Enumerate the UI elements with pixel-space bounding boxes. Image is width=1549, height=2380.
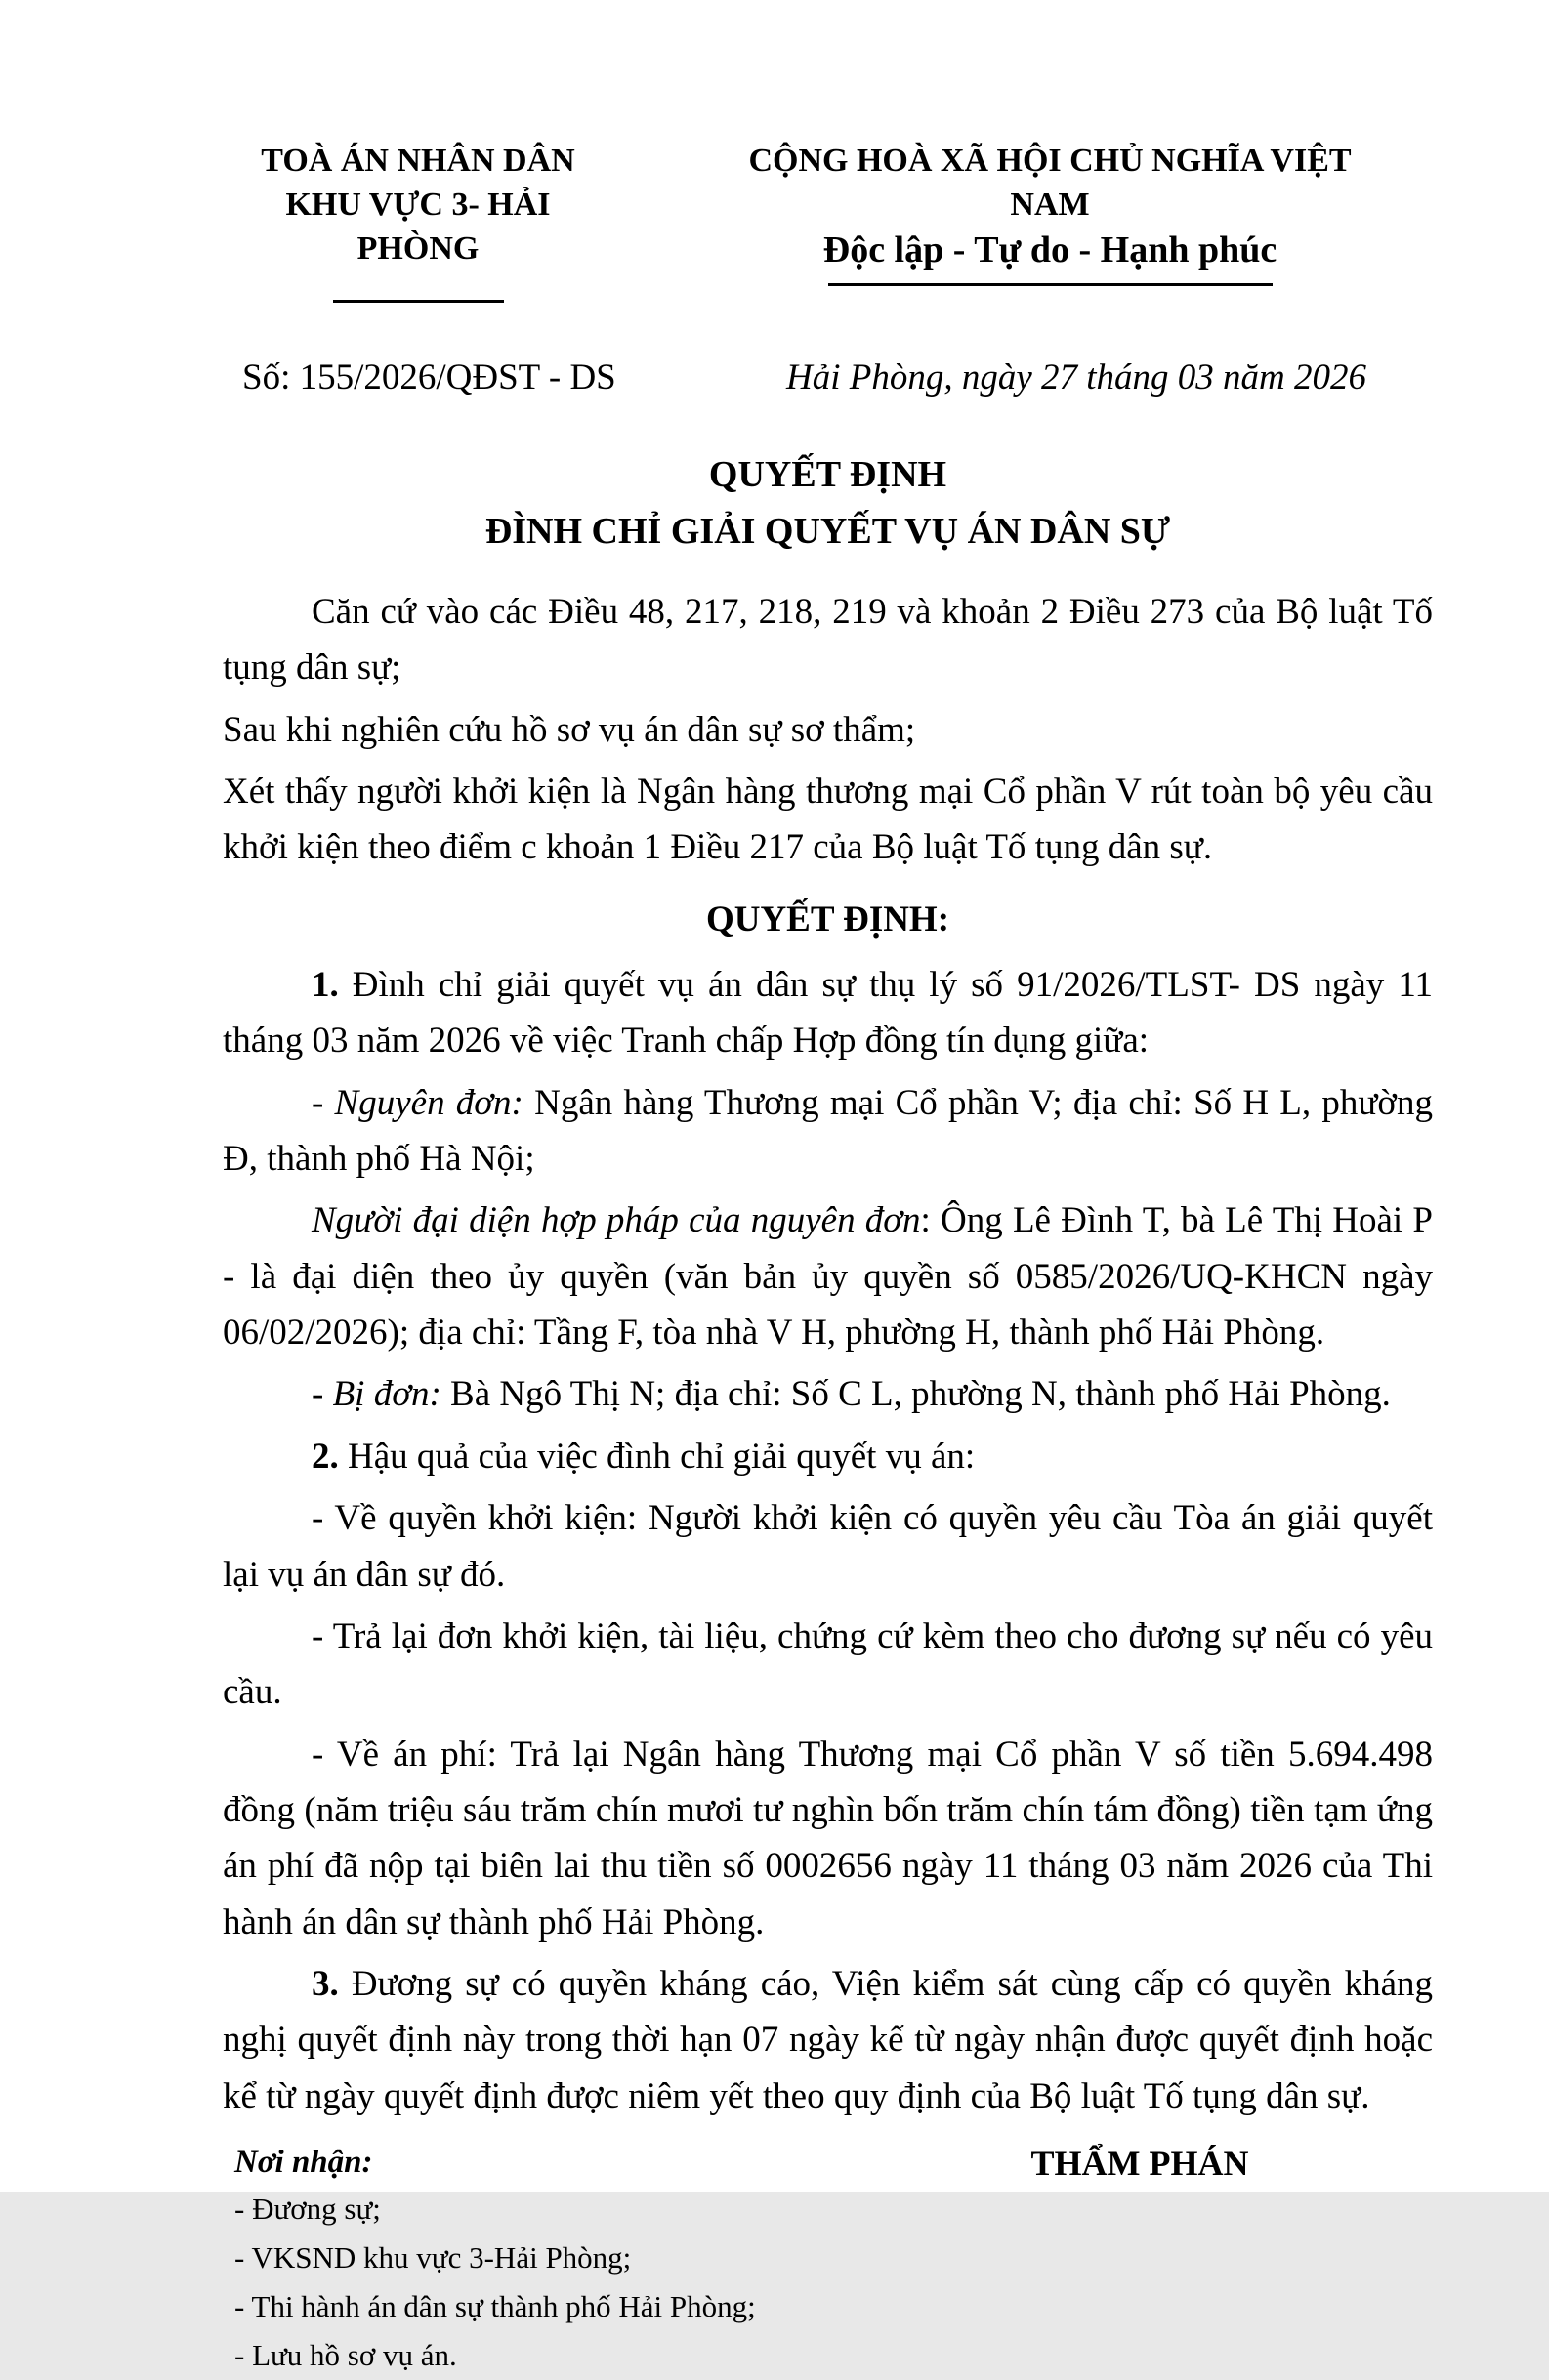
document-number: Số: 155/2026/QĐST - DS bbox=[242, 357, 616, 397]
text-segment: - Về quyền khởi kiện: Người khởi kiện có quyền yêu cầu Tòa án giải quyết lại vụ án dân sự đó. bbox=[223, 1498, 1433, 1595]
text-segment: : Ông Lê Đình T, bà Lê Thị Hoài P - là đại diện theo ủy quyền (văn bản ủy quyền số 0585/2026/UQ-KHCN ngày 06/02/2026); địa chỉ: Tầng F, tòa nhà V H, phường H, thành phố Hải Phòng. bbox=[223, 1200, 1433, 1354]
text-segment: QUYẾT ĐỊNH: bbox=[705, 898, 950, 939]
recipient-item: - VKSND khu vực 3-Hải Phòng; bbox=[234, 2239, 632, 2275]
paragraph bbox=[223, 957, 1433, 1069]
text-segment: Nguyên đơn: bbox=[334, 1082, 523, 1123]
text-segment: - Về án phí: Trả lại Ngân hàng Thương mại Cổ phần V số tiền 5.694.498 đồng (năm triệu sáu trăm chín mươi tư nghìn bốn trăm chín tám đồng) tiền tạm ứng án phí đã nộp tại biên lai thu tiền số 0002656 ngày 11 tháng 03 năm 2026 của Thi hành án dân sự thành phố Hải Phòng. bbox=[223, 1733, 1433, 1942]
paragraph bbox=[223, 1956, 1433, 2124]
text-segment: Người đại diện hợp pháp của nguyên đơn bbox=[312, 1200, 921, 1241]
text-segment: Sau khi nghiên cứu hồ sơ vụ án dân sự sơ thẩm; bbox=[223, 709, 916, 750]
document-title bbox=[223, 449, 1433, 557]
authority-line-2: KHU VỰC 3- HẢI PHÒNG bbox=[285, 187, 551, 267]
paragraph bbox=[223, 1429, 1433, 1484]
place-and-date: Hải Phòng, ngày 27 tháng 03 năm 2026 bbox=[785, 357, 1366, 397]
paragraph bbox=[223, 1192, 1433, 1360]
text-segment: Căn cứ vào các Điều 48, 217, 218, 219 và khoản 2 Điều 273 của Bộ luật Tố tụng dân sự; bbox=[223, 592, 1433, 689]
title-line-2: ĐÌNH CHỈ GIẢI QUYẾT VỤ ÁN DÂN SỰ bbox=[484, 511, 1171, 552]
text-segment: Hậu quả của việc đình chỉ giải quyết vụ án: bbox=[338, 1436, 976, 1477]
text-segment: - bbox=[312, 1374, 333, 1415]
authority-line-1: TOÀ ÁN NHÂN DÂN bbox=[261, 143, 575, 179]
signer-title: THẨM PHÁN bbox=[1030, 2143, 1249, 2183]
document-footer bbox=[223, 2140, 1433, 2380]
text-segment: 1. bbox=[312, 965, 339, 1006]
title-line-1: QUYẾT ĐỊNH bbox=[708, 454, 947, 495]
authority-underline bbox=[333, 300, 504, 303]
paragraph bbox=[223, 584, 1433, 696]
text-segment: Bà Ngô Thị N; địa chỉ: Số C L, phường N, thành phố Hải Phòng. bbox=[440, 1374, 1391, 1415]
text-segment: Xét thấy người khởi kiện là Ngân hàng thương mại Cổ phần V rút toàn bộ yêu cầu khởi kiện theo điểm c khoản 1 Điều 217 của Bộ luật Tố tụng dân sự. bbox=[223, 772, 1433, 868]
paragraph bbox=[223, 1727, 1433, 1950]
paragraph bbox=[223, 1490, 1433, 1603]
text-segment: Bị đơn: bbox=[332, 1374, 441, 1415]
text-segment: - bbox=[312, 1082, 335, 1123]
section-heading bbox=[223, 892, 1433, 947]
national-motto-block bbox=[713, 139, 1387, 291]
recipients-label: Nơi nhận: bbox=[234, 2144, 373, 2180]
paragraph bbox=[223, 1366, 1433, 1422]
text-segment: Ngân hàng Thương mại Cổ phần V; địa chỉ: Số H L, phường Đ, thành phố Hà Nội; bbox=[223, 1082, 1433, 1180]
text-segment: - Trả lại đơn khởi kiện, tài liệu, chứng cứ kèm theo cho đương sự nếu có yêu cầu. bbox=[223, 1615, 1433, 1713]
recipient-item: - Đương sự; bbox=[234, 2191, 381, 2226]
text-segment: Đương sự có quyền kháng cáo, Viện kiểm sát cùng cấp có quyền kháng nghị quyết định này trong thời hạn 07 ngày kể từ ngày nhận được quyết định hoặc kể từ ngày quyết định được niêm yết theo quy định của Bộ luật Tố tụng dân sự. bbox=[223, 1963, 1433, 2116]
paragraph bbox=[223, 764, 1433, 876]
recipients-block bbox=[234, 2140, 944, 2380]
number-date-row bbox=[223, 354, 1433, 402]
document-body bbox=[223, 584, 1433, 2124]
text-segment: 2. bbox=[312, 1436, 339, 1477]
paragraph bbox=[223, 1608, 1433, 1721]
recipient-item: - Lưu hồ sơ vụ án. bbox=[234, 2337, 457, 2372]
recipient-item: - Thi hành án dân sự thành phố Hải Phòng; bbox=[234, 2288, 756, 2323]
document-header bbox=[223, 139, 1433, 314]
motto-underline bbox=[828, 283, 1273, 286]
paragraph bbox=[223, 702, 1433, 758]
text-segment: 3. bbox=[312, 1963, 339, 2004]
paragraph bbox=[223, 1075, 1433, 1188]
issuing-authority bbox=[223, 139, 613, 314]
text-segment: Đình chỉ giải quyết vụ án dân sự thụ lý số 91/2026/TLST- DS ngày 11 tháng 03 năm 2026 về việc Tranh chấp Hợp đồng tín dụng giữa: bbox=[223, 965, 1433, 1062]
national-title: CỘNG HOÀ XÃ HỘI CHỦ NGHĨA VIỆT NAM bbox=[748, 143, 1352, 223]
national-motto: Độc lập - Tự do - Hạnh phúc bbox=[822, 230, 1277, 271]
